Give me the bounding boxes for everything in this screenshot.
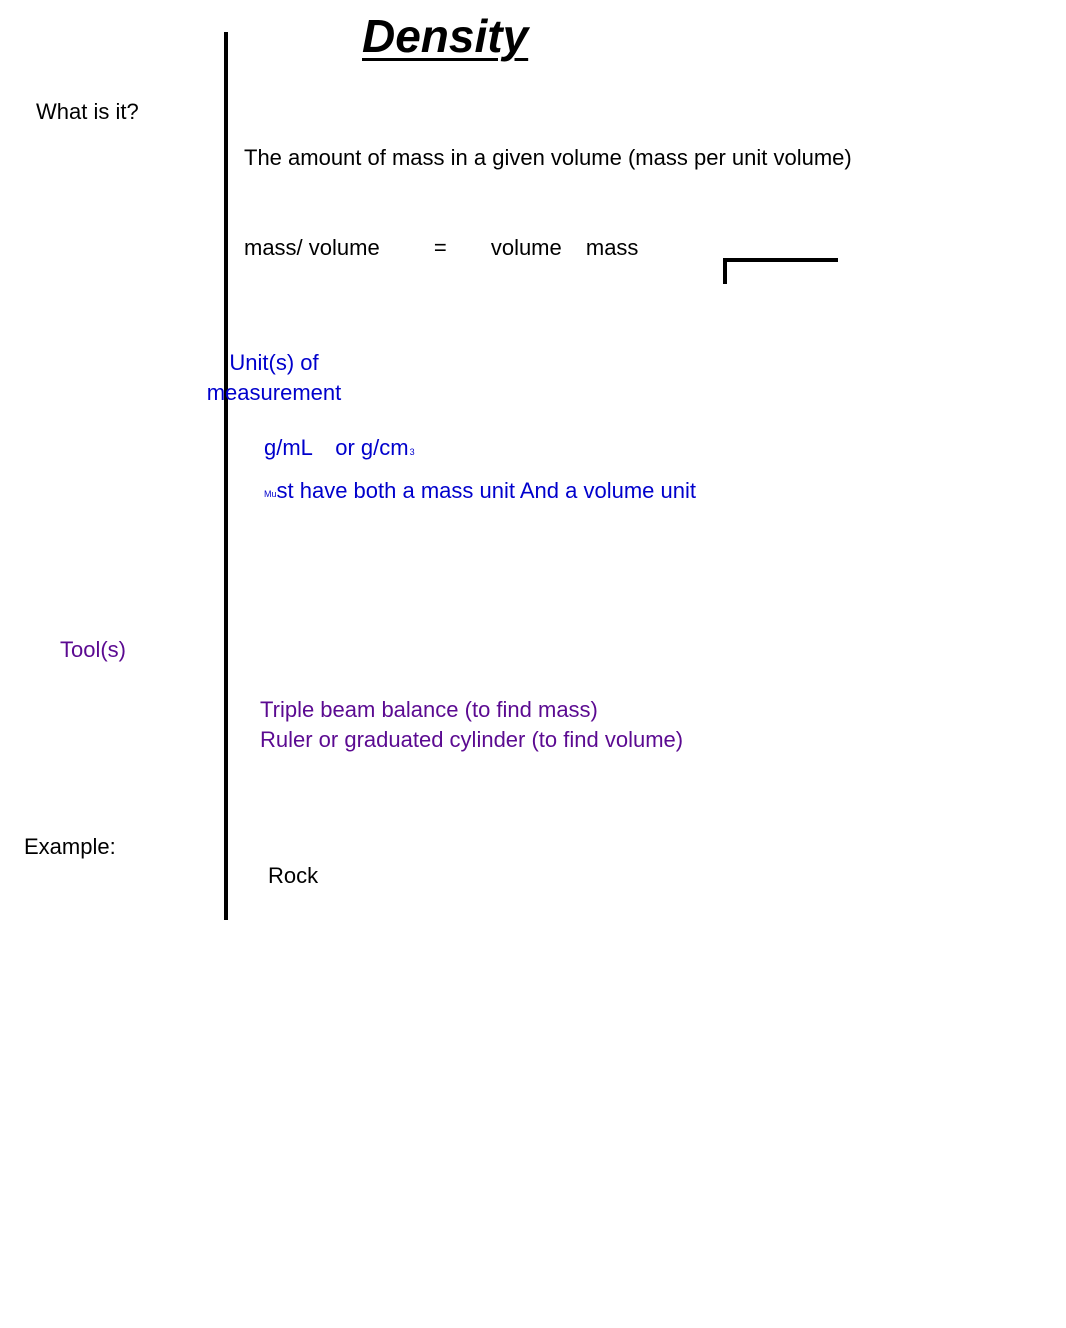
tools-heading: Tool(s) bbox=[60, 637, 127, 662]
example-value: Rock bbox=[268, 863, 319, 888]
units-note-prefix: Mu bbox=[264, 489, 277, 499]
formula-divisor: volume bbox=[490, 235, 562, 260]
units-note-text: st have both a mass unit And a volume unit bbox=[276, 478, 696, 503]
what-is-it-heading: What is it? bbox=[36, 99, 139, 124]
density-formula bbox=[244, 233, 638, 263]
units-values bbox=[264, 433, 415, 463]
units-heading: Unit(s) of measurement bbox=[206, 350, 342, 405]
tool-item-ruler-cylinder: Ruler or graduated cylinder (to find volume) bbox=[260, 727, 684, 752]
formula-dividend: mass bbox=[585, 235, 639, 260]
example-heading: Example: bbox=[24, 834, 116, 859]
vertical-divider bbox=[224, 32, 228, 920]
division-bracket-horizontal bbox=[723, 258, 838, 262]
formula-left: mass/ volume bbox=[244, 235, 380, 260]
unit-exponent: 3 bbox=[409, 447, 415, 457]
tools-list bbox=[260, 695, 683, 755]
page-title: Density bbox=[362, 10, 529, 62]
units-note bbox=[264, 476, 696, 506]
formula-equals: = bbox=[433, 235, 447, 260]
unit-primary: g/mL bbox=[264, 435, 313, 460]
tool-item-balance: Triple beam balance (to find mass) bbox=[260, 697, 598, 722]
definition-text: The amount of mass in a given volume (mass per unit volume) bbox=[244, 145, 852, 170]
unit-alt: or g/cm bbox=[335, 435, 409, 460]
